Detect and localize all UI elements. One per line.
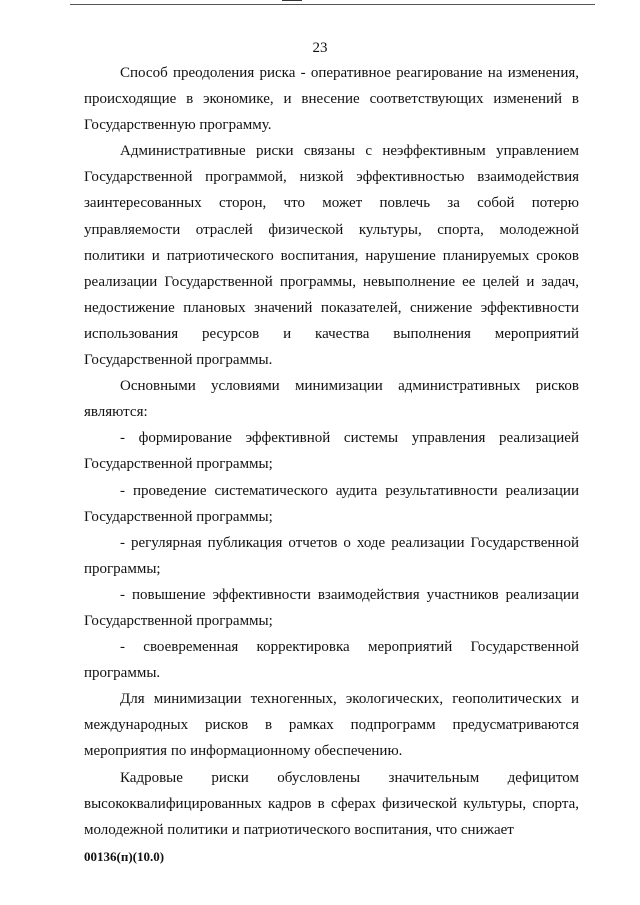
document-body bbox=[84, 60, 579, 843]
list-item-management-system: - формирование эффективной системы управления реализацией Государственной программы; bbox=[84, 430, 579, 473]
document-footer-code: 00136(п)(10.0) bbox=[84, 849, 165, 864]
top-border-line bbox=[70, 4, 595, 5]
paragraph-administrative-risks: Административные риски связаны с неэффективным управлением Государственной программой, низкой эффективностью взаимодействия заинтересованных сторон, что может повлечь за собой потерю управляемости отраслей физической культуры, спорта, молодежной политики и патриотического воспитания, нарушение планируемых сроков реализации Государственной программы, невыполнение ее целей и задач, недостижение плановых значений показателей, снижение эффективности использования ресурсов и качества выполнения мероприятий Государственной программы. bbox=[84, 143, 579, 369]
list-item-reports: - регулярная публикация отчетов о ходе реализации Государственной программы; bbox=[84, 534, 579, 577]
paragraph-risk-overcoming: Способ преодоления риска - оперативное реагирование на изменения, происходящие в экономике, и внесение соответствующих изменений в Государственную программу. bbox=[84, 65, 579, 134]
top-scan-mark bbox=[282, 0, 302, 1]
paragraph-minimization-conditions: Основными условиями минимизации административных рисков являются: bbox=[84, 378, 579, 421]
page-number: 23 bbox=[312, 40, 328, 56]
list-item-audit: - проведение систематического аудита результативности реализации Государственной программы; bbox=[84, 482, 579, 525]
list-item-correction: - своевременная корректировка мероприятий Государственной программы. bbox=[84, 639, 579, 682]
list-item-interaction: - повышение эффективности взаимодействия участников реализации Государственной программы; bbox=[84, 586, 579, 629]
paragraph-technogenic-risks: Для минимизации техногенных, экологических, геополитических и международных рисков в рамках подпрограмм предусматриваются мероприятия по информационному обеспечению. bbox=[84, 691, 579, 760]
paragraph-personnel-risks: Кадровые риски обусловлены значительным дефицитом высококвалифицированных кадров в сферах физической культуры, спорта, молодежной политики и патриотического воспитания, что снижает bbox=[84, 769, 579, 838]
